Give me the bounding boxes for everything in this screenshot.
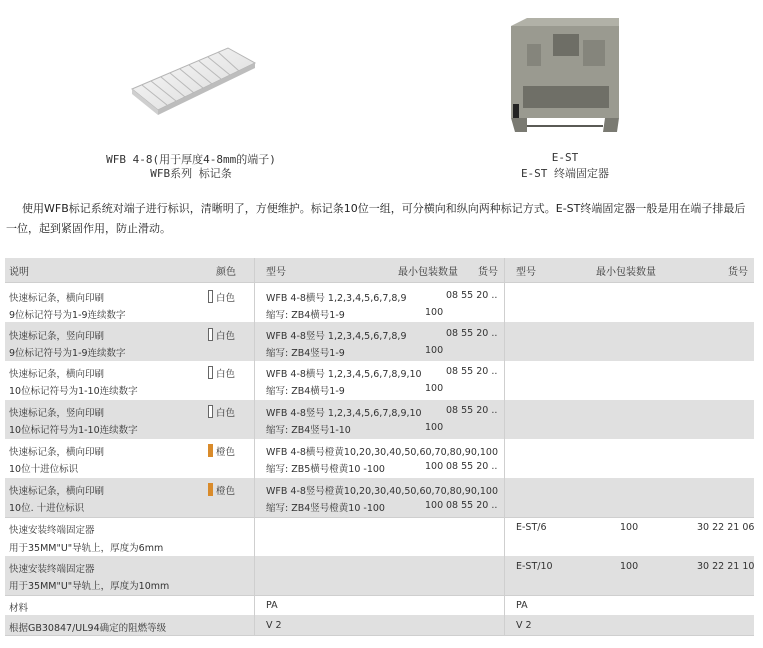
header-description: 说明 xyxy=(9,267,29,278)
flammability-label: 根据GB30847/UL94确定的阻燃等级 xyxy=(9,623,167,634)
column-divider xyxy=(504,258,505,635)
row2-desc: 快速标记条，竖向印刷 xyxy=(9,331,105,342)
row6-abbrev: 缩写: ZB4竖号橙黄10 -100 xyxy=(266,503,385,514)
header-min-pack: 最小包装数量 xyxy=(398,267,458,278)
orange-color-swatch xyxy=(208,444,213,457)
row1-qty: 100 xyxy=(425,307,444,318)
white-color-swatch xyxy=(208,290,213,303)
column-divider xyxy=(254,258,255,635)
header-color: 颜色 xyxy=(216,267,236,278)
row7-qty: 100 xyxy=(620,522,639,533)
header-min-pack-2: 最小包装数量 xyxy=(596,267,656,278)
flammability-value-b: V 2 xyxy=(516,620,532,631)
row1-desc: 快速标记条，横向印刷 xyxy=(9,293,105,304)
row4-order: 08 55 20 .. xyxy=(446,405,498,416)
intro-paragraph: 使用WFB标记系统对端子进行标识，清晰明了，方便维护。标记条10位一组，可分横向和纵向两种标记方式。E-ST终端固定器一般是用在端子排最后一位，起到紧固作用，防止滑动。 xyxy=(6,202,746,235)
row6-desc: 快速标记条，横向印刷 xyxy=(9,486,105,497)
e-st-end-stop-image xyxy=(497,14,635,150)
row-divider xyxy=(5,282,754,283)
white-color-swatch xyxy=(208,366,213,379)
row8-model: E-ST/10 xyxy=(516,561,553,572)
header-model: 型号 xyxy=(266,267,286,278)
row1-color: 白色 xyxy=(216,293,236,304)
row2-order: 08 55 20 .. xyxy=(446,328,498,339)
row3-order: 08 55 20 .. xyxy=(446,366,498,377)
row-divider xyxy=(5,517,754,518)
row2-desc-detail: 9位标记符号为1-9连续数字 xyxy=(9,348,126,359)
material-value-a: PA xyxy=(266,600,278,611)
row3-color: 白色 xyxy=(216,369,236,380)
row8-qty: 100 xyxy=(620,561,639,572)
row4-abbrev: 缩写: ZB4竖号1-10 xyxy=(266,425,351,436)
row6-qty: 100 xyxy=(425,500,444,511)
header-order-no: 货号 xyxy=(478,267,498,278)
row5-abbrev: 缩写: ZB5横号橙黄10 -100 xyxy=(266,464,385,475)
row6-model: WFB 4-8竖号橙黄10,20,30,40,50,60,70,80,90,100 xyxy=(266,486,499,497)
row6-desc-detail: 10位. 十进位标识 xyxy=(9,503,85,514)
row5-qty: 100 xyxy=(425,461,444,472)
row7-order: 30 22 21 06 xyxy=(697,522,755,533)
row7-desc-detail: 用于35MM"U"导轨上，厚度为6mm xyxy=(9,543,164,554)
wfb-caption-line2: WFB系列 标记条 xyxy=(150,167,232,180)
row7-desc: 快速安装终端固定器 xyxy=(9,525,95,536)
row3-desc-detail: 10位标记符号为1-10连续数字 xyxy=(9,386,138,397)
row5-desc-detail: 10位十进位标识 xyxy=(9,464,79,475)
white-color-swatch xyxy=(208,405,213,418)
row6-color: 橙色 xyxy=(216,486,236,497)
row4-model: WFB 4-8竖号 1,2,3,4,5,6,7,8,9,10 xyxy=(266,408,422,419)
row2-abbrev: 缩写: ZB4竖号1-9 xyxy=(266,348,345,359)
e-st-caption-line2: E-ST 终端固定器 xyxy=(520,167,610,180)
row4-color: 白色 xyxy=(216,408,236,419)
row5-desc: 快速标记条，横向印刷 xyxy=(9,447,105,458)
row4-desc: 快速标记条，竖向印刷 xyxy=(9,408,105,419)
row3-model: WFB 4-8横号 1,2,3,4,5,6,7,8,9,10 xyxy=(266,369,422,380)
row2-qty: 100 xyxy=(425,345,444,356)
row8-desc: 快速安装终端固定器 xyxy=(9,564,95,575)
header-order-no-2: 货号 xyxy=(728,267,748,278)
row1-abbrev: 缩写: ZB4横号1-9 xyxy=(266,310,345,321)
row7-model: E-ST/6 xyxy=(516,522,547,533)
wfb-caption-line1: WFB 4-8(用于厚度4-8mm的端子) xyxy=(106,153,276,166)
row2-color: 白色 xyxy=(216,331,236,342)
material-label: 材料 xyxy=(9,603,29,614)
row6-order: 08 55 20 .. xyxy=(446,500,498,511)
row1-model: WFB 4-8横号 1,2,3,4,5,6,7,8,9 xyxy=(266,293,407,304)
row8-desc-detail: 用于35MM"U"导轨上，厚度为10mm xyxy=(9,581,170,592)
material-row xyxy=(5,595,754,615)
header-model-2: 型号 xyxy=(516,267,536,278)
row5-order: 08 55 20 .. xyxy=(446,461,498,472)
row4-desc-detail: 10位标记符号为1-10连续数字 xyxy=(9,425,138,436)
row-divider xyxy=(5,595,754,596)
e-st-caption-line1: E-ST xyxy=(551,151,579,164)
material-value-b: PA xyxy=(516,600,528,611)
flammability-value-a: V 2 xyxy=(266,620,282,631)
row5-color: 橙色 xyxy=(216,447,236,458)
row3-qty: 100 xyxy=(425,383,444,394)
orange-color-swatch xyxy=(208,483,213,496)
row5-model: WFB 4-8横号橙黄10,20,30,40,50,60,70,80,90,100 xyxy=(266,447,499,458)
row1-order: 08 55 20 .. xyxy=(446,290,498,301)
row3-desc: 快速标记条，横向印刷 xyxy=(9,369,105,380)
row3-abbrev: 缩写: ZB4横号1-9 xyxy=(266,386,345,397)
row1-desc-detail: 9位标记符号为1-9连续数字 xyxy=(9,310,126,321)
row-divider xyxy=(5,635,754,636)
row8-order: 30 22 21 10 xyxy=(697,561,755,572)
row4-qty: 100 xyxy=(425,422,444,433)
white-color-swatch xyxy=(208,328,213,341)
row2-model: WFB 4-8竖号 1,2,3,4,5,6,7,8,9 xyxy=(266,331,407,342)
wfb-marker-strip-image xyxy=(120,14,262,142)
